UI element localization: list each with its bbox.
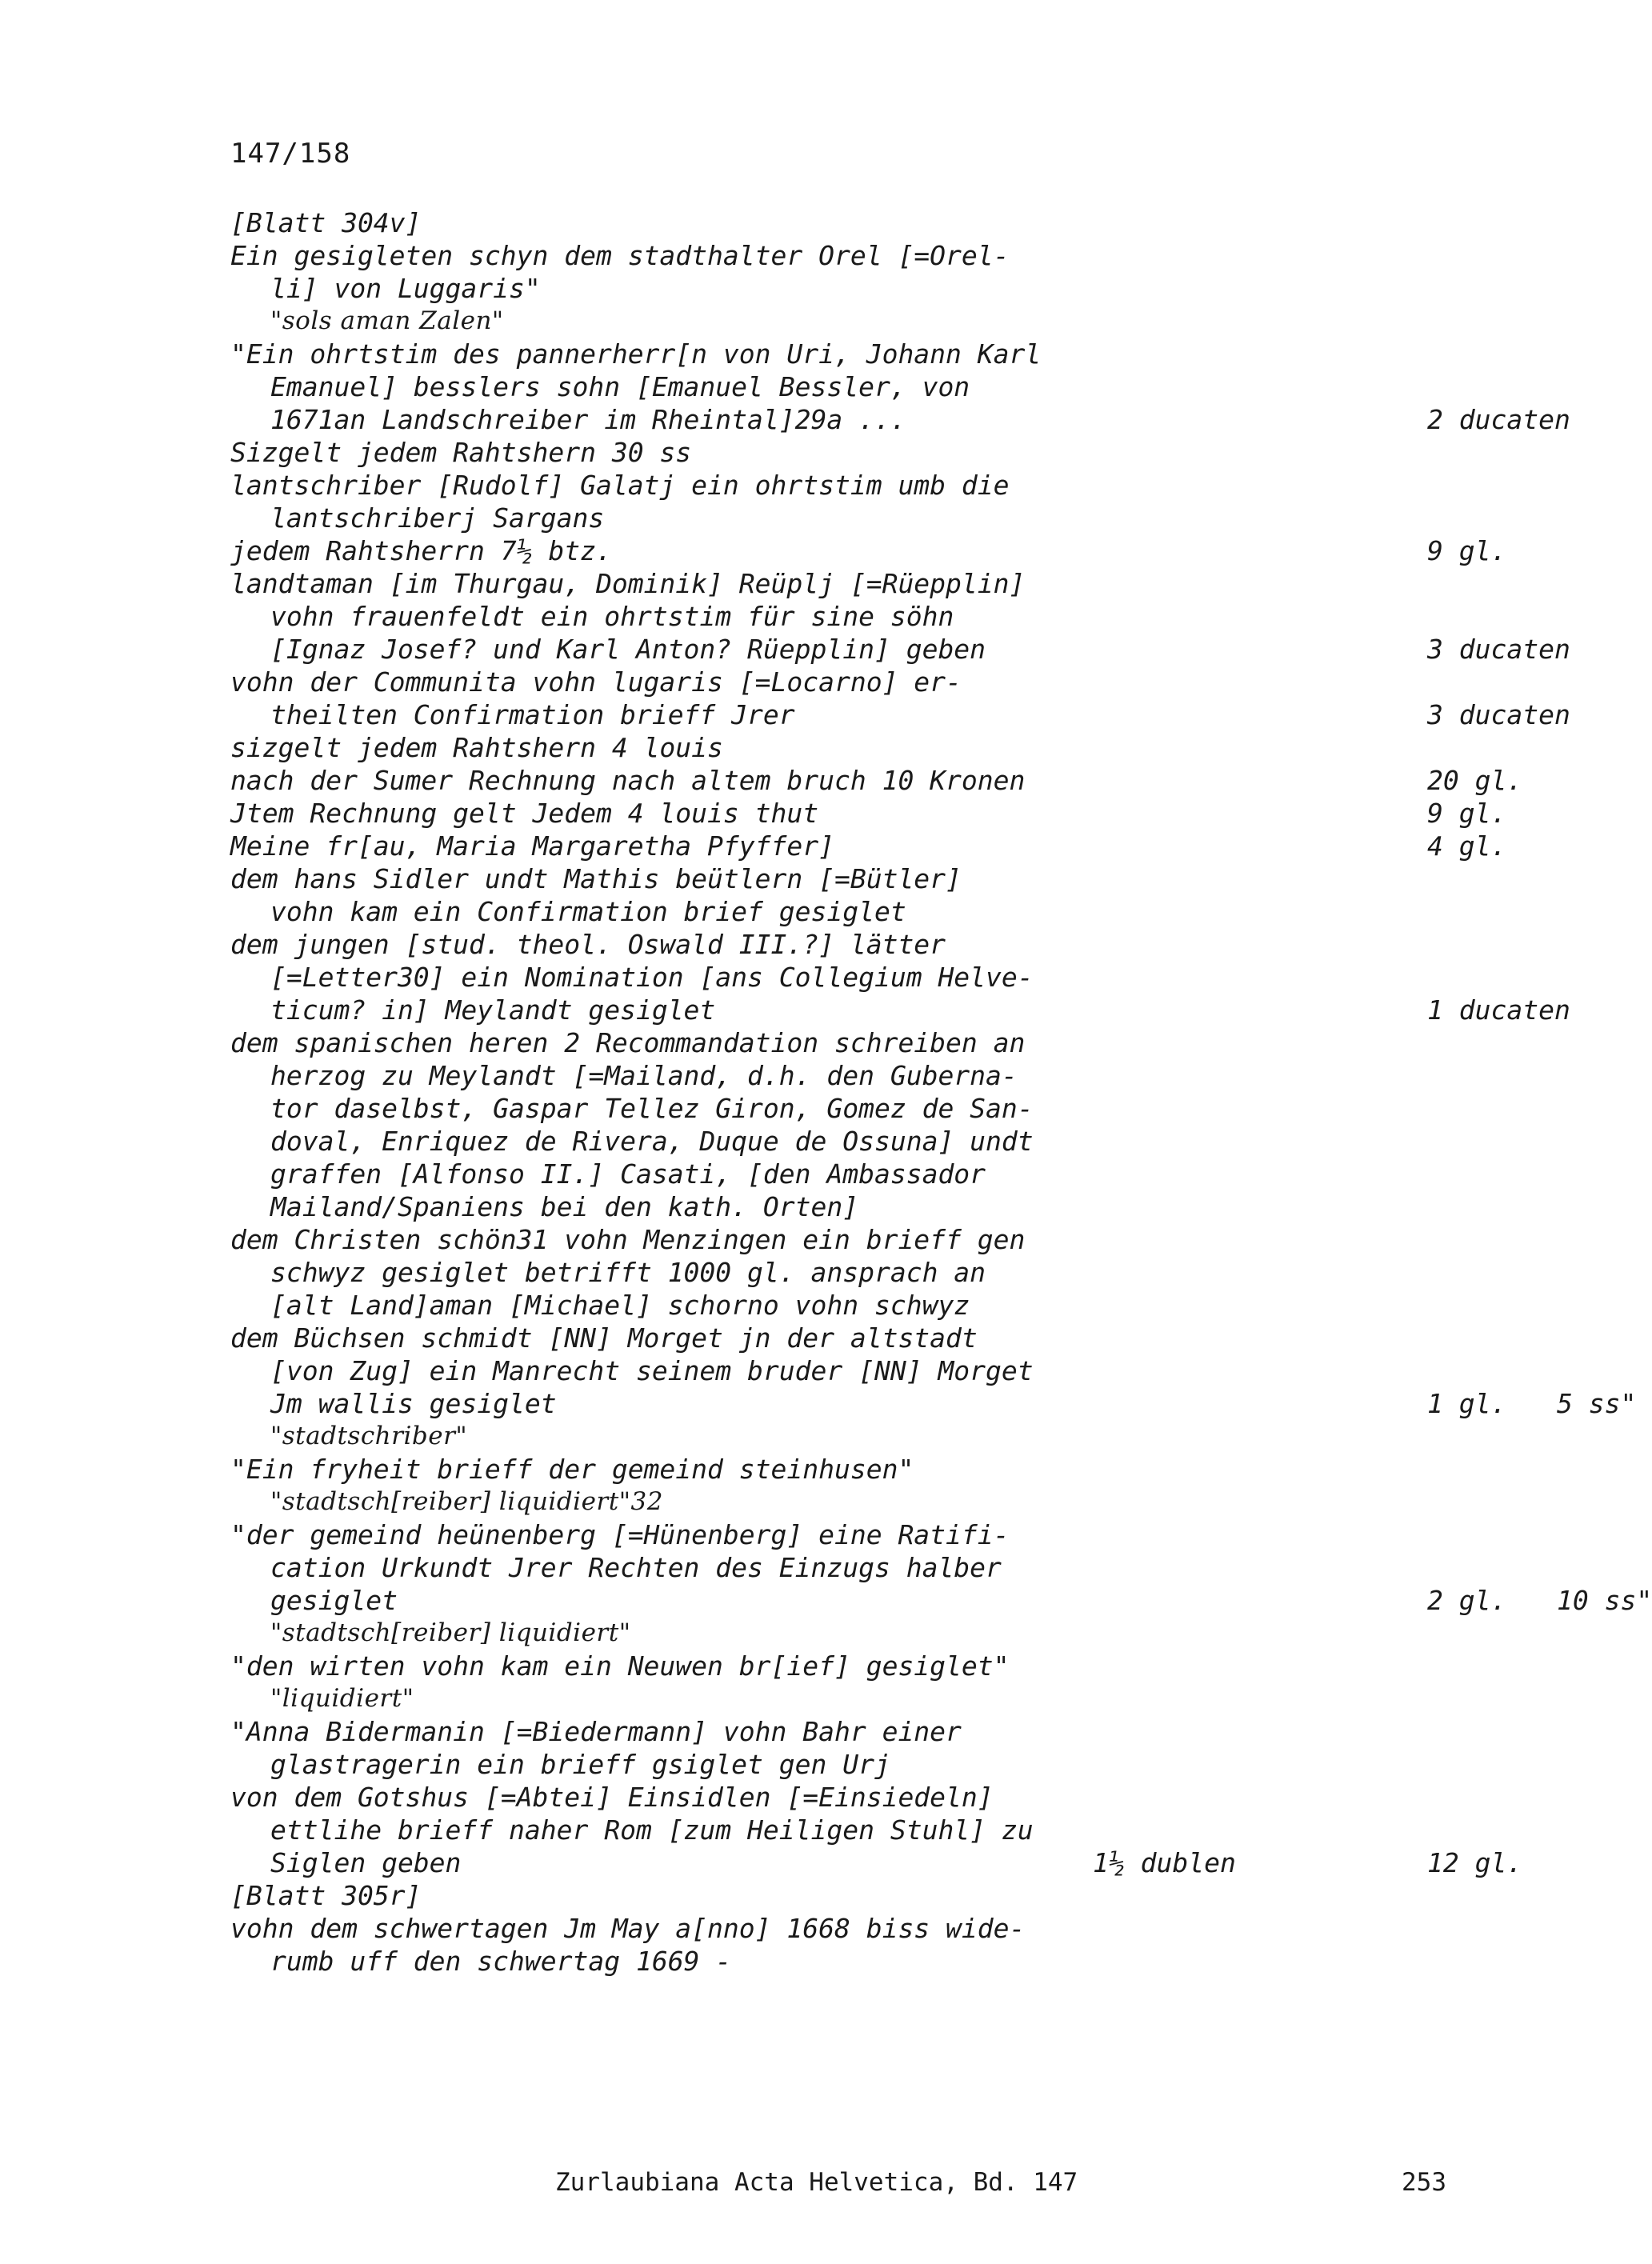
footer-page-number: 253 [1402,2168,1446,2197]
line-text: sizgelt jedem Rahtshern 4 louis [230,732,723,763]
line-text: Meine fr[au, Maria Margaretha Pfyffer] [230,830,834,862]
transcription-line [230,1289,1478,1322]
amount: 9 gl. [1427,798,1507,829]
line-text: ettlihe brieff naher Rom [zum Heiligen Stuhl] zu [270,1814,1034,1846]
footer-title: Zurlaubiana Acta Helvetica, Bd. 147 [555,2168,1078,2197]
transcription-line [230,666,1478,698]
page-reference: 147/158 [230,138,351,170]
line-text: cation Urkundt Jrer Rechten des Einzugs halber [270,1552,1002,1583]
transcription-line [230,1846,1523,1879]
transcription-line [230,534,1507,567]
transcription-line [230,633,1570,666]
amount: 2 ducaten [1427,404,1570,435]
transcription-line [230,370,1478,403]
transcription-line [230,862,1478,895]
transcription-line [230,272,1478,305]
transcription-line [230,1912,1478,1945]
transcription-line [230,567,1478,600]
line-text: graffen [Alfonso II.] Casati, [den Ambassador [270,1158,986,1190]
line-text: "Anna Bidermanin [=Biedermann] vohn Bahr einer [230,1716,962,1747]
transcription-line [230,436,1478,469]
line-text: tor daselbst, Gaspar Tellez Giron, Gomez de San- [270,1093,1034,1124]
transcription-line [230,502,1478,534]
transcription-line [230,1059,1478,1092]
transcription-line [230,961,1478,994]
amount: 9 gl. [1427,535,1507,566]
line-text: [von Zug] ein Manrecht seinem bruder [NN] Morget [270,1355,1034,1386]
transcription-line [230,1748,1478,1781]
line-text: dem spanischen heren 2 Recommandation schreiben an [230,1027,1026,1058]
amount-secondary: 10 ss" [1557,1585,1652,1616]
amount: 3 ducaten [1427,699,1570,730]
line-text: rumb uff den schwertag 1669 - [270,1946,732,1977]
transcription-line [230,797,1507,830]
amount-secondary: 5 ss" [1557,1388,1637,1419]
transcription-line [230,698,1570,731]
transcription-line [230,1420,1478,1453]
transcription-line [230,1781,1478,1814]
line-text: nach der Sumer Rechnung nach altem bruch 10 Kronen [230,765,1026,796]
transcription-line [230,1945,1478,1978]
amount: 3 ducaten [1427,634,1570,665]
line-text: vohn kam ein Confirmation brief gesiglet [270,896,906,927]
line-text: theilten Confirmation brieff Jrer [270,699,795,730]
line-text: "Ein fryheit brieff der gemeind steinhusen" [230,1454,914,1485]
amount: 1 ducaten [1427,994,1570,1026]
transcription-line [230,731,1478,764]
transcription-line [230,206,1478,239]
transcription-line [230,1092,1478,1125]
line-text: vohn frauenfeldt ein ohrtstim für sine söhn [270,601,954,632]
handwritten-annotation: "stadtsch[reiber] liquidiert" [270,1618,631,1647]
transcription-line [230,1322,1478,1354]
line-text: Emanuel] besslers sohn [Emanuel Bessler, von [270,371,970,402]
amount: 4 gl. [1427,830,1507,862]
transcription-line [230,764,1523,797]
line-text: landtaman [im Thurgau, Dominik] Reüplj [=Rüepplin] [230,568,1026,599]
line-text: vohn dem schwertagen Jm May a[nno] 1668 biss wide- [230,1913,1026,1944]
line-text: dem Christen schön31 vohn Menzingen ein brieff gen [230,1224,1026,1255]
line-text: [alt Land]aman [Michael] schorno vohn schwyz [270,1290,970,1321]
transcription-line [230,1814,1478,1846]
line-text: herzog zu Meylandt [=Mailand, d.h. den Guberna- [270,1060,1018,1091]
transcription-line [230,1584,1652,1617]
line-text: "Ein ohrtstim des pannerherr[n von Uri, Johann Karl [230,338,1042,370]
amount: 20 gl. [1427,765,1523,796]
line-text: doval, Enriquez de Rivera, Duque de Ossuna] undt [270,1126,1034,1157]
transcription-line [230,338,1478,370]
line-text: von dem Gotshus [=Abtei] Einsidlen [=Einsiedeln] [230,1782,994,1813]
line-text: "den wirten vohn kam ein Neuwen br[ief] gesiglet" [230,1650,1010,1682]
transcription-line [230,830,1507,862]
line-text: glastragerin ein brieff gsiglet gen Urj [270,1749,890,1780]
line-text: "der gemeind heünenberg [=Hünenberg] eine Ratifi- [230,1519,1010,1550]
transcription-line [230,469,1478,502]
transcription-line [230,928,1478,961]
inline-amount: 1½ dublen [1093,1847,1236,1878]
transcription-line [230,1190,1478,1223]
amount: 12 gl. [1427,1847,1523,1878]
line-text: [=Letter30] ein Nomination [ans Collegium Helve- [270,962,1034,993]
line-text: [Blatt 305r] [230,1880,422,1911]
line-text: Sizgelt jedem Rahtshern 30 ss [230,437,692,468]
transcription-line [230,1879,1478,1912]
transcription-line [230,600,1478,633]
transcription-line [230,1650,1478,1682]
transcription-line [230,1453,1478,1486]
line-text: 1671an Landschreiber im Rheintal]29a ... [270,404,906,435]
transcription-line [230,1158,1478,1190]
transcription-line [230,1026,1478,1059]
line-text: jedem Rahtsherrn 7½ btz. [230,535,612,566]
line-text: li] von Luggaris" [270,273,541,304]
handwritten-annotation: "stadtschriber" [270,1422,468,1450]
line-text: ticum? in] Meylandt gesiglet [270,994,716,1026]
line-text: Mailand/Spaniens bei den kath. Orten] [270,1191,859,1222]
transcription-line [230,1387,1637,1420]
line-text: lantschriber [Rudolf] Galatj ein ohrtstim umb die [230,470,1010,501]
transcription-line [230,1223,1478,1256]
transcription-line [230,1682,1478,1715]
transcription-line [230,1551,1478,1584]
line-text: Ein gesigleten schyn dem stadthalter Orel [=Orel- [230,240,1010,271]
handwritten-annotation: "stadtsch[reiber] liquidiert"32 [270,1487,663,1516]
line-text: dem hans Sidler undt Mathis beütlern [=Bütler] [230,863,962,894]
line-text: Jm wallis gesiglet [270,1388,557,1419]
transcription-line [230,403,1570,436]
amount: 1 gl. [1427,1388,1507,1419]
handwritten-annotation: "sols aman Zalen" [270,306,504,335]
transcription-line [230,1354,1478,1387]
transcription-line [230,305,1478,338]
transcription-line [230,1486,1478,1518]
transcription-line [230,239,1478,272]
line-text: dem Büchsen schmidt [NN] Morget jn der altstadt [230,1322,978,1354]
transcription-line [230,994,1570,1026]
line-text: dem jungen [stud. theol. Oswald III.?] lätter [230,929,946,960]
document-body [230,206,1652,1978]
amount: 2 gl. [1427,1585,1507,1616]
line-text: Jtem Rechnung gelt Jedem 4 louis thut [230,798,819,829]
line-text: [Blatt 304v] [230,207,422,238]
transcription-line [230,1518,1478,1551]
line-text: lantschriberj Sargans [270,502,605,534]
line-text: [Ignaz Josef? und Karl Anton? Rüepplin] geben [270,634,986,665]
transcription-line [230,895,1478,928]
line-text: schwyz gesiglet betrifft 1000 gl. ansprach an [270,1257,986,1288]
handwritten-annotation: "liquidiert" [270,1684,414,1713]
line-text: vohn der Communita vohn lugaris [=Locarno] er- [230,666,962,698]
transcription-line [230,1715,1478,1748]
line-text: gesiglet [270,1585,398,1616]
transcription-line [230,1256,1478,1289]
transcription-line [230,1617,1478,1650]
transcription-line [230,1125,1478,1158]
line-text: Siglen geben [270,1847,462,1878]
